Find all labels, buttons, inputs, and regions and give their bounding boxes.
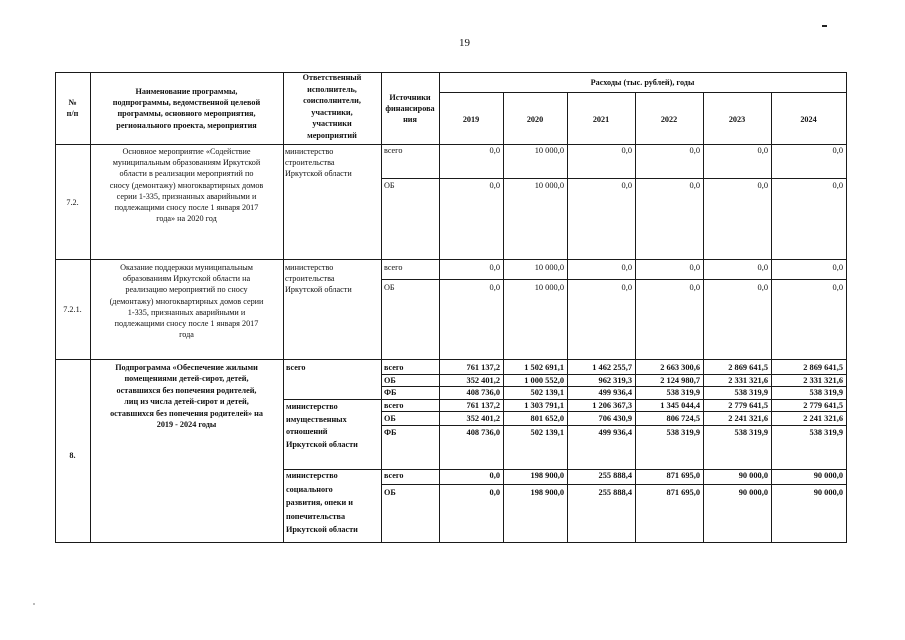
row-8-group-property-responsible: отношений bbox=[286, 427, 328, 436]
row-7-2-1-name: образованиям Иркутской области на bbox=[122, 274, 251, 284]
row-8-g1-total-source: всего bbox=[384, 363, 404, 372]
grid-line bbox=[381, 72, 382, 543]
row-separator bbox=[55, 259, 847, 260]
header-col-responsible: участники, bbox=[311, 107, 353, 117]
row-8-g1-total-value-2021: 1 462 255,7 bbox=[592, 363, 632, 372]
row-7-2-number: 7.2. bbox=[66, 198, 79, 207]
source-separator bbox=[381, 279, 847, 280]
header-col-responsible: мероприятий bbox=[307, 131, 357, 140]
row-7-2-1-responsible: министерство bbox=[285, 263, 334, 272]
row-7-2-1-name: Оказание поддержки муниципальным bbox=[120, 263, 253, 272]
row-8-group-social-responsible: Иркутской области bbox=[286, 525, 358, 534]
row-7-2-name: серии 1-335, признанных аварийными и bbox=[116, 191, 257, 201]
row-7-2-ob-source: ОБ bbox=[384, 181, 395, 190]
row-8-g3-total-value-2023: 90 000,0 bbox=[738, 471, 768, 480]
row-8-g2-ob-value-2023: 2 241 321,6 bbox=[728, 414, 768, 423]
row-8-g2-ob-source: ОБ bbox=[384, 414, 396, 423]
row-8-g2-fb-source: ФБ bbox=[384, 428, 397, 437]
row-8-g2-total-source: всего bbox=[384, 401, 404, 410]
row-8-g1-fb-source: ФБ bbox=[384, 388, 397, 397]
row-8-g1-total-value-2020: 1 502 691,1 bbox=[524, 363, 564, 372]
row-7-2-responsible: Иркутской области bbox=[285, 169, 352, 179]
row-8-name: помещениями детей-сирот, детей, bbox=[124, 374, 249, 384]
row-8-group-property-responsible: Иркутской области bbox=[286, 439, 358, 449]
row-8-g1-ob-value-2024: 2 331 321,6 bbox=[803, 376, 843, 385]
header-col-responsible: Ответственный bbox=[302, 73, 362, 82]
header-col-source: финансирова bbox=[385, 104, 435, 114]
row-7-2-1-ob-value-2022: 0,0 bbox=[689, 283, 700, 292]
row-8-g2-total-value-2022: 1 345 044,4 bbox=[660, 401, 700, 410]
row-8-g1-ob-value-2021: 962 319,3 bbox=[598, 376, 632, 385]
header-year-2023: 2023 bbox=[728, 115, 746, 124]
row-8-g1-total-value-2022: 2 663 300,6 bbox=[660, 363, 700, 372]
row-8-g3-total-value-2020: 198 900,0 bbox=[530, 471, 564, 480]
row-8-g1-ob-value-2022: 2 124 980,7 bbox=[660, 376, 700, 385]
row-8-g1-total-value-2024: 2 869 641,5 bbox=[803, 363, 843, 372]
row-8-g3-ob-value-2020: 198 900,0 bbox=[530, 488, 564, 497]
header-col-source: ния bbox=[403, 115, 417, 125]
row-7-2-name: подлежащими сносу после 1 января 2017 bbox=[114, 203, 259, 212]
row-8-g1-fb-value-2020: 502 139,1 bbox=[530, 388, 564, 397]
row-7-2-1-name: подлежащими сносу после 1 января 2017 bbox=[114, 319, 259, 328]
row-8-group-property-responsible: министерство bbox=[286, 402, 338, 411]
row-7-2-1-number: 7.2.1. bbox=[63, 305, 82, 314]
row-8-g2-fb-value-2024: 538 319,9 bbox=[809, 428, 843, 437]
row-8-name: 2019 - 2024 годы bbox=[156, 420, 217, 429]
row-7-2-1-name: (демонтажу) многоквартирных домов серии bbox=[109, 296, 264, 306]
table-border-right bbox=[846, 72, 847, 543]
row-8-g2-fb-value-2020: 502 139,1 bbox=[530, 428, 564, 437]
grid-line bbox=[283, 72, 284, 543]
row-7-2-1-total-value-2019: 0,0 bbox=[489, 263, 500, 272]
row-8-g3-ob-value-2019: 0,0 bbox=[489, 488, 500, 497]
row-8-group-social-responsible: социального bbox=[286, 484, 333, 494]
row-8-g2-ob-value-2020: 801 652,0 bbox=[530, 414, 564, 423]
row-7-2-1-total-value-2023: 0,0 bbox=[757, 263, 768, 272]
scan-mark bbox=[822, 25, 827, 27]
row-7-2-responsible: министерство bbox=[285, 147, 334, 156]
expenses-header-line bbox=[439, 92, 847, 93]
header-year-2024: 2024 bbox=[800, 115, 817, 124]
row-8-group-total-responsible: всего bbox=[286, 363, 306, 372]
row-8-g2-fb-value-2021: 499 936,4 bbox=[598, 428, 632, 437]
row-8-g2-fb-value-2019: 408 736,0 bbox=[466, 428, 500, 437]
row-8-group-social-responsible: попечительства bbox=[286, 511, 346, 521]
row-8-g1-fb-value-2021: 499 936,4 bbox=[598, 388, 632, 397]
row-8-name: Подпрограмма «Обеспечение жилыми bbox=[115, 363, 258, 372]
row-8-g2-ob-value-2021: 706 430,9 bbox=[598, 414, 632, 423]
source-separator bbox=[381, 425, 847, 426]
row-8-g1-fb-value-2024: 538 319,9 bbox=[809, 388, 843, 397]
header-col-responsible: исполнитель, bbox=[307, 84, 357, 94]
row-7-2-ob-value-2024: 0,0 bbox=[832, 181, 843, 190]
row-8-g1-fb-value-2023: 538 319,9 bbox=[734, 388, 768, 397]
row-8-g1-total-value-2019: 761 137,2 bbox=[466, 363, 500, 372]
row-7-2-ob-value-2023: 0,0 bbox=[757, 181, 768, 190]
row-7-2-1-total-value-2021: 0,0 bbox=[621, 263, 632, 272]
row-7-2-name: года» на 2020 год bbox=[156, 214, 217, 224]
header-col-responsible: соисполнители, bbox=[303, 96, 361, 106]
row-8-g2-total-value-2023: 2 779 641,5 bbox=[728, 401, 768, 410]
row-8-g3-ob-source: ОБ bbox=[384, 488, 396, 497]
row-8-g1-fb-value-2022: 538 319,9 bbox=[666, 388, 700, 397]
row-8-g2-fb-value-2022: 538 319,9 bbox=[666, 428, 700, 437]
row-8-name: оставшихся без попечения родителей, bbox=[116, 385, 257, 395]
header-col-number: п/п bbox=[66, 109, 79, 119]
row-7-2-name: Основное мероприятие «Содействие bbox=[122, 147, 251, 156]
row-7-2-ob-value-2019: 0,0 bbox=[489, 181, 500, 190]
row-7-2-total-value-2019: 0,0 bbox=[489, 146, 500, 155]
row-8-group-social-responsible: развития, опеки и bbox=[286, 498, 353, 507]
row-7-2-ob-value-2021: 0,0 bbox=[621, 181, 632, 190]
row-8-number: 8. bbox=[69, 451, 76, 460]
row-8-g3-ob-value-2024: 90 000,0 bbox=[813, 488, 843, 497]
row-7-2-responsible: строительства bbox=[285, 158, 335, 168]
row-7-2-1-ob-value-2023: 0,0 bbox=[757, 283, 768, 292]
row-8-g2-fb-value-2023: 538 319,9 bbox=[734, 428, 768, 437]
row-7-2-name: муниципальным образованиям Иркутской bbox=[112, 158, 261, 168]
row-8-g3-ob-value-2021: 255 888,4 bbox=[598, 488, 632, 497]
row-8-g1-ob-value-2019: 352 401,2 bbox=[466, 376, 500, 385]
header-col-source: Источники bbox=[389, 93, 431, 102]
header-year-2020: 2020 bbox=[526, 115, 544, 124]
row-7-2-1-name: реализацию мероприятий по сносу bbox=[125, 285, 248, 295]
row-7-2-1-ob-value-2019: 0,0 bbox=[489, 283, 500, 292]
expenses-table bbox=[55, 72, 846, 542]
row-7-2-ob-value-2022: 0,0 bbox=[689, 181, 700, 190]
row-7-2-1-responsible: строительства bbox=[285, 274, 335, 284]
page-number: 19 bbox=[459, 37, 470, 49]
row-7-2-1-ob-source: ОБ bbox=[384, 283, 395, 292]
row-7-2-total-value-2024: 0,0 bbox=[832, 146, 843, 155]
header-col-number: № bbox=[68, 98, 77, 107]
row-8-g1-ob-source: ОБ bbox=[384, 376, 396, 385]
row-7-2-1-total-source: всего bbox=[384, 263, 403, 272]
row-8-g2-ob-value-2022: 806 724,5 bbox=[666, 414, 700, 423]
header-year-2021: 2021 bbox=[592, 115, 610, 124]
row-8-g2-ob-value-2024: 2 241 321,6 bbox=[803, 414, 843, 423]
row-7-2-ob-value-2020: 10 000,0 bbox=[534, 181, 564, 190]
row-7-2-name: сносу (демонтажу) многоквартирных домов bbox=[109, 180, 264, 190]
row-7-2-1-total-value-2024: 0,0 bbox=[832, 263, 843, 272]
row-7-2-1-total-value-2020: 10 000,0 bbox=[534, 263, 564, 272]
row-8-g2-ob-value-2019: 352 401,2 bbox=[466, 414, 500, 423]
row-7-2-name: области в реализации мероприятий по bbox=[119, 169, 254, 179]
row-7-2-total-value-2022: 0,0 bbox=[689, 146, 700, 155]
row-8-name: оставшихся без попечения родителей» на bbox=[110, 408, 263, 418]
header-col-name: программы, основного мероприятия, bbox=[117, 109, 256, 119]
row-8-g1-ob-value-2023: 2 331 321,6 bbox=[728, 376, 768, 385]
row-8-g3-total-value-2021: 255 888,4 bbox=[598, 471, 632, 480]
row-8-g2-total-value-2021: 1 206 367,3 bbox=[592, 401, 632, 410]
row-7-2-1-name: года bbox=[179, 330, 194, 340]
row-8-g3-total-value-2019: 0,0 bbox=[489, 471, 500, 480]
row-7-2-1-responsible: Иркутской области bbox=[285, 285, 352, 295]
scan-speck bbox=[33, 603, 35, 605]
source-separator bbox=[381, 484, 847, 485]
row-8-g1-ob-value-2020: 1 000 552,0 bbox=[524, 376, 564, 385]
header-col-name: регионального проекта, мероприятия bbox=[116, 120, 257, 130]
row-8-g3-ob-value-2023: 90 000,0 bbox=[738, 488, 768, 497]
row-7-2-1-name: 1-335, признанных аварийными и bbox=[127, 307, 246, 317]
row-8-g2-total-value-2024: 2 779 641,5 bbox=[803, 401, 843, 410]
row-8-group-social-responsible: министерство bbox=[286, 471, 338, 480]
source-separator bbox=[381, 178, 847, 179]
row-7-2-1-ob-value-2021: 0,0 bbox=[621, 283, 632, 292]
row-7-2-1-ob-value-2024: 0,0 bbox=[832, 283, 843, 292]
row-8-g1-total-value-2023: 2 869 641,5 bbox=[728, 363, 768, 372]
row-8-group-property-responsible: имущественных bbox=[286, 414, 347, 424]
row-8-g3-total-value-2022: 871 695,0 bbox=[666, 471, 700, 480]
row-8-name: лиц из числа детей-сирот и детей, bbox=[124, 397, 249, 407]
row-8-g1-fb-value-2019: 408 736,0 bbox=[466, 388, 500, 397]
row-8-g3-ob-value-2022: 871 695,0 bbox=[666, 488, 700, 497]
header-expenses-title: Расходы (тыс. рублей), годы bbox=[590, 78, 695, 87]
row-8-g2-total-value-2020: 1 303 791,1 bbox=[524, 401, 564, 410]
header-col-responsible: участники bbox=[312, 119, 352, 129]
row-7-2-total-source: всего bbox=[384, 146, 403, 155]
table-border-bottom bbox=[55, 542, 847, 543]
row-7-2-1-total-value-2022: 0,0 bbox=[689, 263, 700, 272]
row-7-2-total-value-2020: 10 000,0 bbox=[534, 146, 564, 155]
row-7-2-total-value-2021: 0,0 bbox=[621, 146, 632, 155]
row-8-g3-total-value-2024: 90 000,0 bbox=[813, 471, 843, 480]
row-separator bbox=[55, 359, 847, 360]
header-year-2019: 2019 bbox=[462, 115, 480, 124]
row-7-2-total-value-2023: 0,0 bbox=[757, 146, 768, 155]
row-8-g2-total-value-2019: 761 137,2 bbox=[466, 401, 500, 410]
header-year-2022: 2022 bbox=[660, 115, 678, 124]
table-border-top bbox=[55, 72, 847, 73]
header-col-name: Наименование программы, bbox=[135, 87, 238, 96]
row-8-g3-total-source: всего bbox=[384, 471, 404, 480]
row-7-2-1-ob-value-2020: 10 000,0 bbox=[534, 283, 564, 292]
header-col-name: подпрограммы, ведомственной целевой bbox=[112, 98, 261, 108]
